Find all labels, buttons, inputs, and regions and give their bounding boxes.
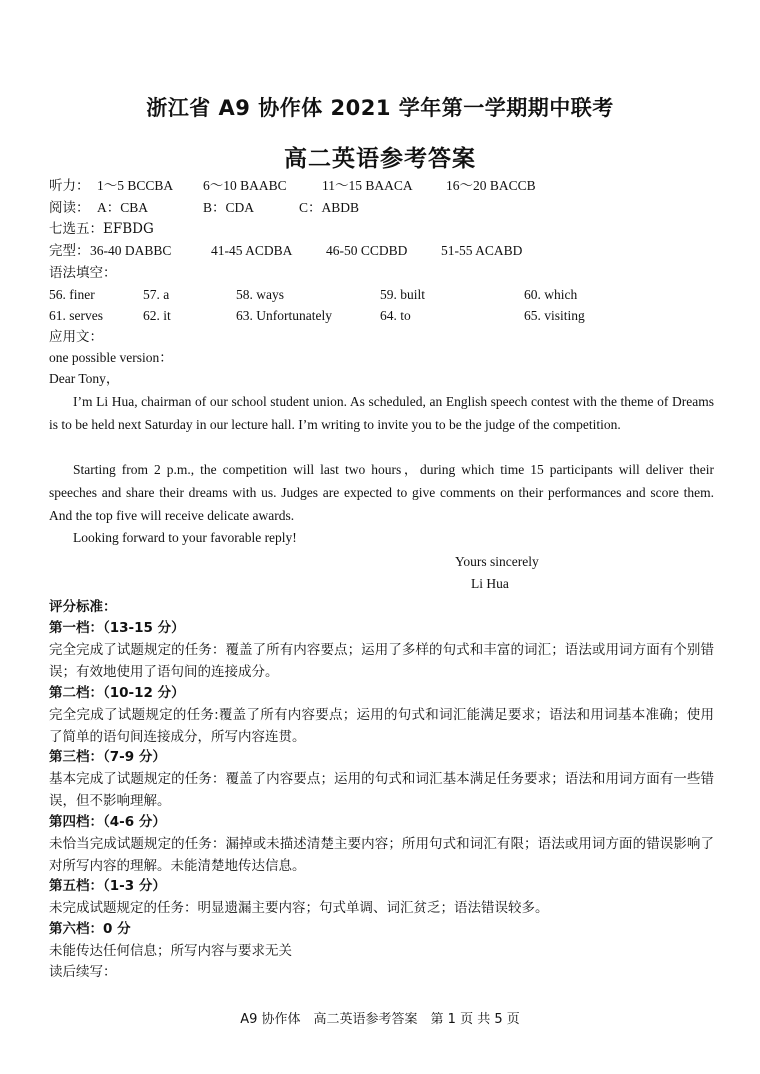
cloze-answers-1: 36-40 DABBC [90,243,172,258]
criteria-level-5-text: 未完成试题规定的任务：明显遗漏主要内容；句式单调、词汇贫乏；语法错误较多。 [49,900,549,916]
grammar-answer-65: 65. visiting [524,308,585,323]
listening-answers-1: 1～5 BCCBA [97,178,174,193]
continuation-label: 读后续写： [49,964,117,980]
criteria-level-2-text: 完全完成了试题规定的任务:覆盖了所有内容要点；运用的句式和词汇能满足要求；语法和用词基本准确；使用了简单的语句间连接成分，所写内容连贯。 [49,707,714,745]
criteria-level-4-head: 第四档：（4-6 分） [49,814,166,830]
criteria-level-3-head: 第三档：（7-9 分） [49,749,166,765]
letter-closing: Yours sincerely [455,554,539,569]
letter-greeting: Dear Tony， [49,371,120,386]
grammar-answer-59: 59. built [380,287,426,302]
reading-answers-b: B：CDA [203,200,255,215]
criteria-label: 评分标准： [49,599,117,615]
writing-label: 应用文： [49,329,103,345]
cloze-label: 完型： [49,243,90,259]
cloze-answers-4: 51-55 ACABD [441,243,523,258]
criteria-level-4-text: 未恰当完成试题规定的任务：漏掉或未描述清楚主要内容；所用句式和词汇有限；语法或用词方面的错误影响了对所写内容的理解。未能清楚地传达信息。 [49,836,714,874]
grammar-answer-58: 58. ways [236,287,284,302]
reading-label: 阅读： [49,200,90,216]
grammar-answer-61: 61. serves [49,308,103,323]
criteria-level-6-text: 未能传达任何信息；所写内容与要求无关 [49,943,292,959]
criteria-level-6-head: 第六档：0 分 [49,921,131,937]
writing-version: one possible version： [49,350,173,365]
document-subtitle: 高二英语参考答案 [284,146,476,172]
criteria-level-2-head: 第二档：（10-12 分） [49,685,185,701]
letter-signature: Li Hua [471,576,509,591]
grammar-answer-63: 63. Unfortunately [236,308,332,323]
listening-label: 听力： [49,178,90,194]
listening-answers-3: 11～15 BAACA [322,178,413,193]
criteria-level-1-head: 第一档：（13-15 分） [49,620,185,636]
cloze-answers-3: 46-50 CCDBD [326,243,408,258]
page-footer: A9 协作体 高二英语参考答案 第 1 页 共 5 页 [240,1012,520,1027]
listening-answers-2: 6～10 BAABC [203,178,287,193]
letter-paragraph-3: Looking forward to your favorable reply! [73,530,297,545]
seven-choose-five: 七选五：EFBDG [49,221,154,237]
document-title: 浙江省 A9 协作体 2021 学年第一学期期中联考 [146,96,614,120]
criteria-level-3-text: 基本完成了试题规定的任务：覆盖了内容要点；运用的句式和词汇基本满足任务要求；语法和用词方面有一些错误，但不影响理解。 [49,771,714,809]
reading-answers-a: A：CBA [97,200,149,215]
grammar-answer-57: 57. a [143,287,170,302]
criteria-level-5-head: 第五档：（1-3 分） [49,878,166,894]
grammar-answer-64: 64. to [380,308,411,323]
grammar-label: 语法填空： [49,265,117,281]
criteria-level-1-text: 完全完成了试题规定的任务：覆盖了所有内容要点；运用了多样的句式和丰富的词汇；语法或用词方面有个别错误；有效地使用了语句间的连接成分。 [49,642,714,680]
letter-paragraph-1: I’m Li Hua, chairman of our school student union. As scheduled, an English speech contest with the theme of Dreams is to be held next Saturday in our lecture hall. I’m writing to invite you to be the judge of the competition. [49,394,714,432]
grammar-answer-62: 62. it [143,308,171,323]
grammar-answer-60: 60. which [524,287,578,302]
listening-answers-4: 16～20 BACCB [446,178,536,193]
letter-paragraph-2: Starting from 2 p.m., the competition will last two hours，during which time 15 participants will deliver their speeches and share their dreams with us. Judges are expected to give comments on their performances and score them. And the top five will receive delicate awards. [49,462,714,523]
grammar-answer-56: 56. finer [49,287,95,302]
cloze-answers-2: 41-45 ACDBA [211,243,293,258]
reading-answers-c: C：ABDB [299,200,360,215]
